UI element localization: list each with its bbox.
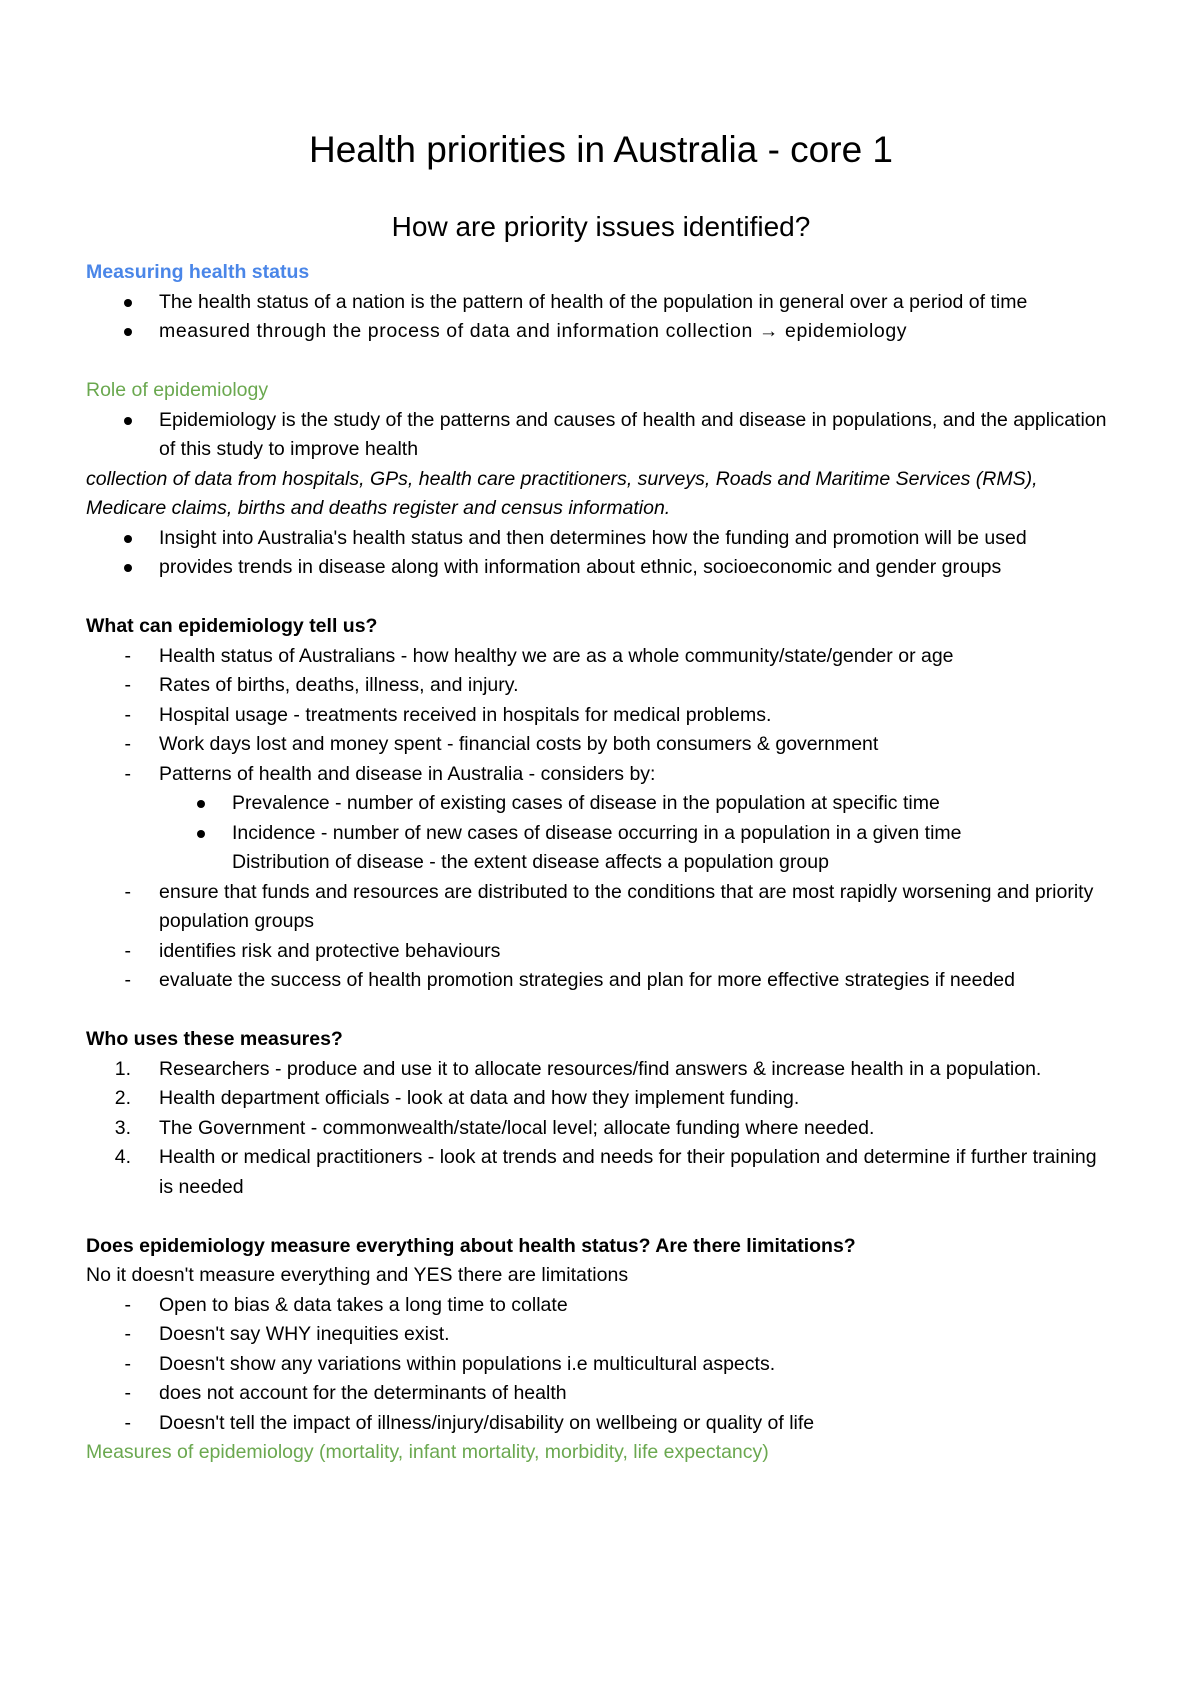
section-heading-measuring: Measuring health status <box>86 261 310 283</box>
list-item: 2. Health department officials - look at data and how they implement funding. <box>114 1087 800 1109</box>
list-item: - does not account for the determinants of health <box>124 1382 567 1404</box>
measures-heading: Measures of epidemiology (mortality, infant mortality, morbidity, life expectancy) <box>86 1441 769 1463</box>
list-item: - evaluate the success of health promotion strategies and plan for more effective strategies if needed <box>124 969 1015 991</box>
bullet-list-measuring <box>86 288 1116 347</box>
bullet-list-role-a <box>86 406 1116 465</box>
list-item: The health status of a nation is the pattern of health of the population in general over a period of time <box>86 288 1116 318</box>
list-item: - Doesn't say WHY inequities exist. <box>124 1323 450 1345</box>
list-item: 4. Health or medical practitioners - look at trends and needs for their population and determine if further training is needed <box>114 1146 1097 1198</box>
list-item: - Doesn't show any variations within populations i.e multicultural aspects. <box>124 1352 776 1375</box>
bullet-icon <box>197 830 205 838</box>
bullet-icon <box>124 564 132 572</box>
list-item: - Open to bias & data takes a long time to collate <box>124 1293 568 1316</box>
section-heading-tell: What can epidemiology tell us? <box>86 615 378 637</box>
sub-list-item: Prevalence - number of existing cases of disease in the population at specific time <box>86 789 1116 819</box>
numbered-list-who <box>86 1055 1116 1203</box>
data-sources-note: collection of data from hospitals, GPs, health care practitioners, surveys, Roads and Maritime Services (RMS), Medicare claims, births and deaths register and census information. <box>86 467 1038 519</box>
dash-list-tell-a <box>86 642 1116 996</box>
section-heading-role: Role of epidemiology <box>86 379 269 401</box>
list-item: provides trends in disease along with information about ethnic, socioeconomic and gender groups <box>86 553 1116 583</box>
list-item: - Rates of births, deaths, illness, and injury. <box>124 674 519 696</box>
list-item: measured through the process of data and information collection → epidemiology <box>86 317 1116 347</box>
dash-list-limitations <box>86 1291 1116 1439</box>
bullet-icon <box>124 417 132 425</box>
page-title: Health priorities in Australia - core 1 <box>308 129 894 170</box>
list-item: - ensure that funds and resources are distributed to the conditions that are most rapidly worsening and priority population groups <box>124 880 1094 932</box>
document-text <box>86 258 1116 1468</box>
bullet-icon <box>124 535 132 543</box>
list-item: - Patterns of health and disease in Australia - considers by: <box>124 762 656 785</box>
list-item: - Work days lost and money spent - financial costs by both consumers & government <box>124 733 879 755</box>
list-item: - Hospital usage - treatments received in hospitals for medical problems. <box>124 703 772 726</box>
page-subtitle: How are priority issues identified? <box>391 211 811 242</box>
section-heading-who: Who uses these measures? <box>86 1028 343 1050</box>
sub-list-item: Incidence - number of new cases of disease occurring in a population in a given time <box>86 819 1116 849</box>
bullet-icon <box>197 800 205 808</box>
spacer <box>86 583 1116 613</box>
limitations-answer: No it doesn't measure everything and YES there are limitations <box>86 1264 629 1286</box>
list-item: Epidemiology is the study of the patterns and causes of health and disease in populations, and the application of this study to improve health <box>86 406 1116 465</box>
list-item: - identifies risk and protective behaviours <box>124 939 501 962</box>
sub-list-item: Distribution of disease - the extent disease affects a population group <box>232 851 829 873</box>
spacer <box>86 347 1116 377</box>
list-item: 1. Researchers - produce and use it to allocate resources/find answers & increase health in a population. <box>114 1057 1042 1080</box>
section-heading-limitations: Does epidemiology measure everything about health status? Are there limitations? <box>86 1234 856 1257</box>
list-item: Insight into Australia's health status and then determines how the funding and promotion will be used <box>86 524 1116 554</box>
bullet-list-role-b <box>86 524 1116 583</box>
list-item: 3. The Government - commonwealth/state/local level; allocate funding where needed. <box>114 1116 875 1139</box>
bullet-icon <box>124 328 132 336</box>
list-item: - Health status of Australians - how healthy we are as a whole community/state/gender or age <box>124 644 954 667</box>
list-item: - Doesn't tell the impact of illness/injury/disability on wellbeing or quality of life <box>124 1411 815 1434</box>
spacer <box>86 1202 1116 1232</box>
spacer <box>86 996 1116 1026</box>
bullet-icon <box>124 299 132 307</box>
